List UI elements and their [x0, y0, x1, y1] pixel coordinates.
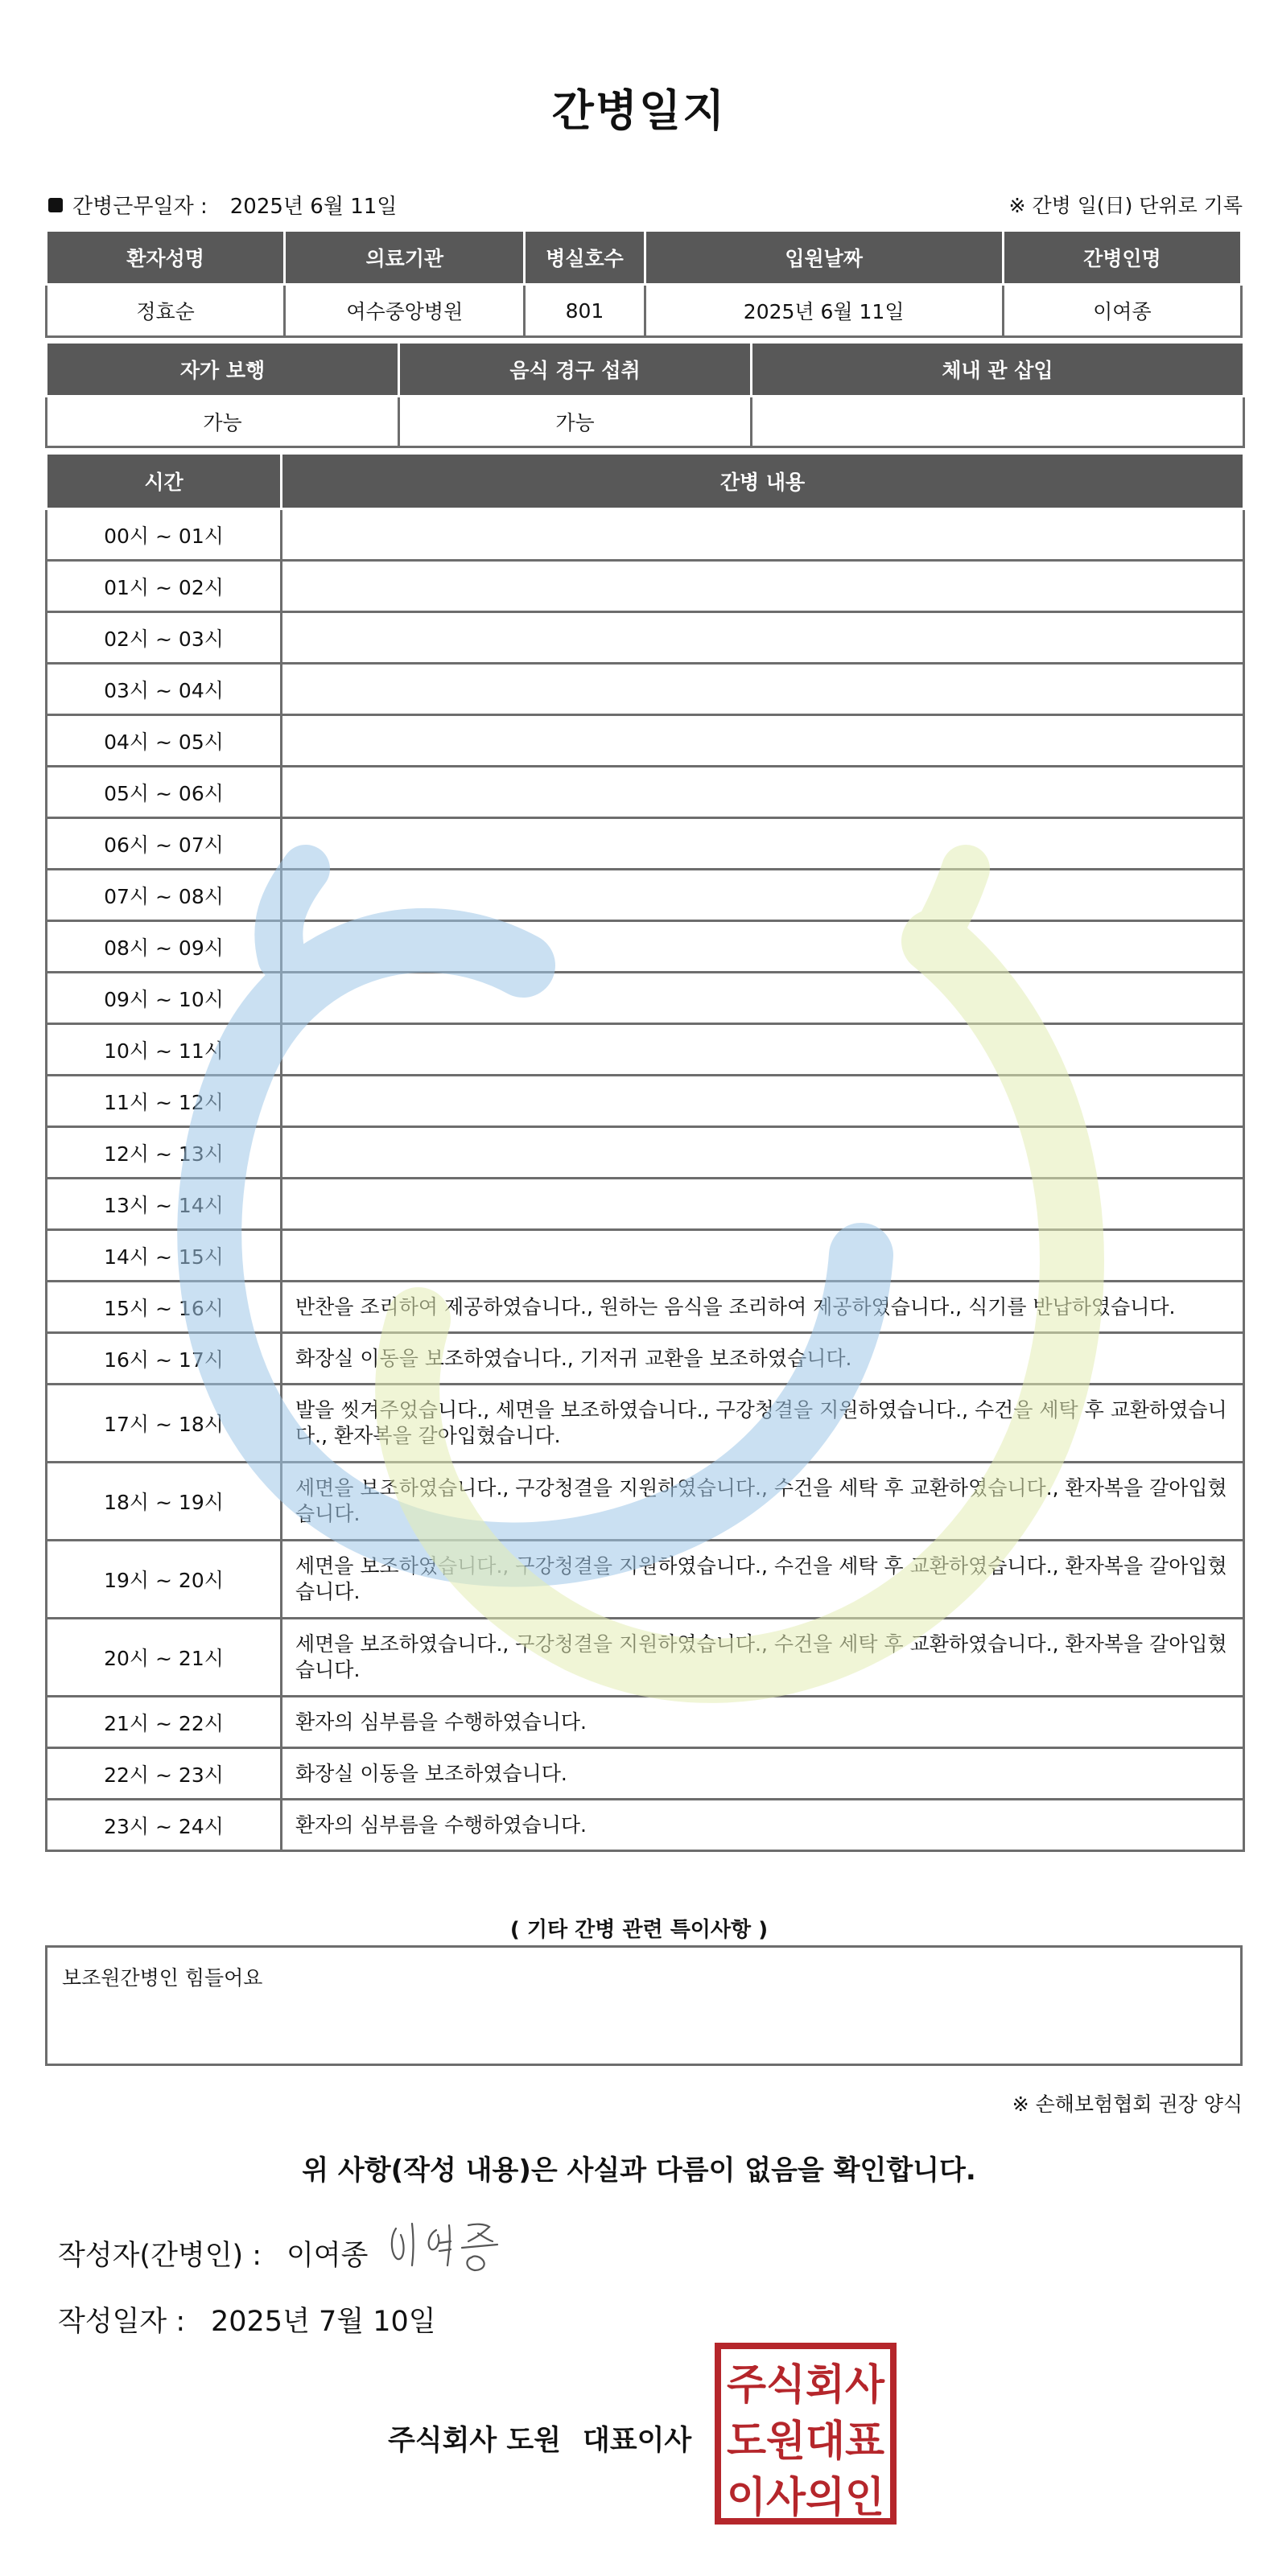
log-content: 세면을 보조하였습니다., 구강청결을 지원하였습니다., 수건을 세탁 후 교환하였습니다., 환자복을 갈아입혔습니다.: [282, 1541, 1244, 1619]
tube-value: [752, 397, 1244, 447]
log-time: 19시 ~ 20시: [47, 1541, 282, 1619]
log-row: [47, 1541, 1244, 1619]
header-tube: 체내 관 삽입: [752, 343, 1244, 397]
log-row: [47, 561, 1244, 612]
log-row: [47, 767, 1244, 818]
header-walking: 자가 보행: [47, 343, 399, 397]
log-time: 04시 ~ 05시: [47, 715, 282, 767]
log-row: [47, 818, 1244, 870]
log-row: [47, 1800, 1244, 1851]
work-date-value: 2025년 6월 11일: [229, 195, 398, 219]
oral-intake-value: 가능: [399, 397, 752, 447]
log-content: [282, 664, 1244, 715]
company-name: 주식회사 도원: [388, 2425, 562, 2457]
header-time: 시간: [47, 454, 282, 509]
log-content: 세면을 보조하였습니다., 구강청결을 지원하였습니다., 수건을 세탁 후 교환하였습니다., 환자복을 갈아입혔습니다.: [282, 1619, 1244, 1697]
notes-text: 보조원간병인 힘들어요: [62, 1966, 263, 1990]
log-time: 01시 ~ 02시: [47, 561, 282, 612]
log-row: [47, 1230, 1244, 1282]
log-content: 발을 씻겨주었습니다., 세면을 보조하였습니다., 구강청결을 지원하였습니다., 수건을 세탁 후 교환하였습니다., 환자복을 갈아입혔습니다.: [282, 1385, 1244, 1463]
patient-status-table: [45, 341, 1245, 448]
hospital-name: 여수중앙병원: [285, 285, 525, 337]
log-time: 16시 ~ 17시: [47, 1333, 282, 1385]
log-time: 22시 ~ 23시: [47, 1748, 282, 1800]
log-time: 18시 ~ 19시: [47, 1463, 282, 1541]
notes-title: ( 기타 간병 관련 특이사항 ): [509, 1918, 769, 1942]
log-time: 03시 ~ 04시: [47, 664, 282, 715]
log-time: 12시 ~ 13시: [47, 1127, 282, 1179]
patient-header-row: [47, 231, 1242, 285]
log-row: [47, 921, 1244, 973]
log-content: [282, 973, 1244, 1024]
log-row: [47, 612, 1244, 664]
caregiver-name: 이여종: [1003, 285, 1241, 337]
header-content: 간병 내용: [282, 454, 1244, 509]
seal-text-line: 도원대표: [727, 2418, 884, 2466]
confirmation-statement: 위 사항(작성 내용)은 사실과 다름이 없음을 확인합니다.: [302, 2154, 976, 2187]
square-bullet-icon: [48, 198, 63, 212]
log-row: [47, 1076, 1244, 1127]
status-header-row: [47, 343, 1244, 397]
log-row: [47, 1748, 1244, 1800]
log-content: [282, 715, 1244, 767]
log-row: [47, 1463, 1244, 1541]
log-time: 11시 ~ 12시: [47, 1076, 282, 1127]
header-patient-name: 환자성명: [47, 231, 285, 285]
ceo-label: 대표이사: [583, 2425, 692, 2457]
log-time: 20시 ~ 21시: [47, 1619, 282, 1697]
log-time: 14시 ~ 15시: [47, 1230, 282, 1282]
log-row: [47, 1282, 1244, 1333]
log-row: [47, 870, 1244, 921]
log-row: [47, 1697, 1244, 1748]
log-row: [47, 509, 1244, 561]
patient-value-row: [47, 285, 1242, 337]
log-time: 05시 ~ 06시: [47, 767, 282, 818]
log-content: [282, 767, 1244, 818]
log-content: [282, 1024, 1244, 1076]
log-row: [47, 1127, 1244, 1179]
log-time: 15시 ~ 16시: [47, 1282, 282, 1333]
header-oral-intake: 음식 경구 섭취: [399, 343, 752, 397]
log-time: 08시 ~ 09시: [47, 921, 282, 973]
log-content: 환자의 심부름을 수행하였습니다.: [282, 1800, 1244, 1851]
header-hospital: 의료기관: [285, 231, 525, 285]
log-time: 02시 ~ 03시: [47, 612, 282, 664]
log-time: 17시 ~ 18시: [47, 1385, 282, 1463]
admission-date: 2025년 6월 11일: [645, 285, 1003, 337]
log-content: [282, 1076, 1244, 1127]
log-content: [282, 818, 1244, 870]
log-time: 13시 ~ 14시: [47, 1179, 282, 1230]
notes-box: [45, 1945, 1243, 2066]
patient-info-table: [45, 229, 1243, 338]
writer-label: 작성자(간병인) :: [58, 2240, 262, 2272]
log-content: [282, 509, 1244, 561]
company-seal-stamp: [715, 2343, 897, 2525]
seal-text-line: 주식회사: [727, 2361, 885, 2409]
log-content: 화장실 이동을 보조하였습니다.: [282, 1748, 1244, 1800]
log-row: [47, 715, 1244, 767]
log-content: 화장실 이동을 보조하였습니다., 기저귀 교환을 보조하였습니다.: [282, 1333, 1244, 1385]
header-caregiver: 간병인명: [1003, 231, 1241, 285]
log-row: [47, 1024, 1244, 1076]
association-note: ※ 손해보험협회 권장 양식: [1012, 2092, 1243, 2116]
header-admission-date: 입원날짜: [645, 231, 1003, 285]
log-content: [282, 921, 1244, 973]
log-content: [282, 612, 1244, 664]
header-room: 병실호수: [525, 231, 645, 285]
written-date-label: 작성일자 :: [58, 2306, 186, 2338]
log-row: [47, 1619, 1244, 1697]
seal-text-line: 이사의인: [727, 2474, 884, 2522]
log-time: 10시 ~ 11시: [47, 1024, 282, 1076]
status-value-row: [47, 397, 1244, 447]
log-content: 환자의 심부름을 수행하였습니다.: [282, 1697, 1244, 1748]
writer-name: 이여종: [287, 2240, 369, 2272]
unit-note: ※ 간병 일(日) 단위로 기록: [1008, 194, 1243, 217]
log-content: [282, 561, 1244, 612]
log-row: [47, 1333, 1244, 1385]
log-content: 반찬을 조리하여 제공하였습니다., 원하는 음식을 조리하여 제공하였습니다., 식기를 반납하였습니다.: [282, 1282, 1244, 1333]
room-number: 801: [525, 285, 645, 337]
log-time: 06시 ~ 07시: [47, 818, 282, 870]
log-content: 세면을 보조하였습니다., 구강청결을 지원하였습니다., 수건을 세탁 후 교환하였습니다., 환자복을 갈아입혔습니다.: [282, 1463, 1244, 1541]
log-row: [47, 973, 1244, 1024]
log-time: 09시 ~ 10시: [47, 973, 282, 1024]
log-time: 07시 ~ 08시: [47, 870, 282, 921]
care-log-table: [45, 452, 1245, 1852]
log-time: 21시 ~ 22시: [47, 1697, 282, 1748]
log-content: [282, 1230, 1244, 1282]
written-date-value: 2025년 7월 10일: [211, 2306, 436, 2338]
log-time: 00시 ~ 01시: [47, 509, 282, 561]
patient-name: 정효순: [47, 285, 285, 337]
work-date-label: 간병근무일자 :: [72, 195, 208, 219]
document-title: 간병일지: [551, 85, 727, 136]
work-date: [48, 190, 397, 220]
log-content: [282, 1127, 1244, 1179]
log-content: [282, 870, 1244, 921]
handwritten-signature: [385, 2214, 546, 2278]
log-row: [47, 1385, 1244, 1463]
log-header-row: [47, 454, 1244, 509]
log-row: [47, 664, 1244, 715]
walking-value: 가능: [47, 397, 399, 447]
log-row: [47, 1179, 1244, 1230]
log-content: [282, 1179, 1244, 1230]
log-time: 23시 ~ 24시: [47, 1800, 282, 1851]
